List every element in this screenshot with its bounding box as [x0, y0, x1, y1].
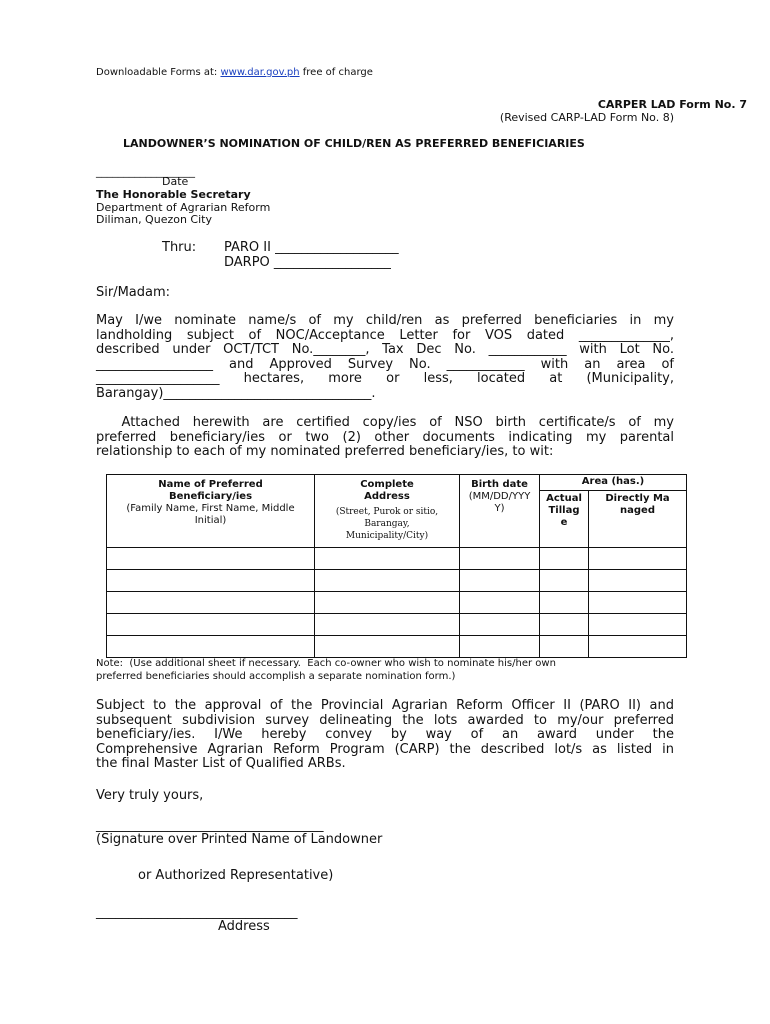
table-cell[interactable]: [540, 592, 589, 614]
paragraph-line: landholding subject of NOC/Acceptance Letter for VOS dated ______________,: [96, 327, 674, 343]
table-cell[interactable]: [315, 570, 460, 592]
revised-form-number: (Revised CARP-LAD Form No. 8): [499, 111, 674, 124]
table-cell[interactable]: [315, 548, 460, 570]
actual-tillage-header: Actual Tillage: [540, 491, 589, 548]
table-cell[interactable]: [107, 592, 315, 614]
addressee-name: The Honorable Secretary: [96, 188, 251, 201]
table-note-line-2: preferred beneficiaries should accomplish a separate nomination form.): [96, 671, 456, 682]
table-cell[interactable]: [589, 592, 687, 614]
signature-label-continued: or Authorized Representative): [138, 868, 334, 883]
page-title: LANDOWNER’S NOMINATION OF CHILD/REN AS PREFERRED BENEFICIARIES: [123, 137, 585, 150]
table-cell[interactable]: [107, 570, 315, 592]
paragraph-line: ___________________ hectares, more or less, located at (Municipality,: [96, 371, 674, 387]
address-column-subtitle: (Street, Purok or sitio, Barangay, Municipality/City): [335, 507, 439, 541]
table-cell[interactable]: [589, 636, 687, 658]
date-label: Date: [162, 175, 189, 188]
dar-website-link[interactable]: www.dar.gov.ph: [220, 67, 300, 78]
table-cell[interactable]: [460, 570, 540, 592]
birthdate-column-subtitle: (MM/DD/YYYY): [468, 491, 531, 514]
darpo-line: DARPO __________________: [224, 255, 391, 270]
table-row: [107, 592, 687, 614]
attachments-paragraph: [96, 416, 674, 460]
paragraph-line: Subject to the approval of the Provincial Agrarian Reform Officer II (PARO II) and: [96, 698, 674, 713]
salutation: Sir/Madam:: [96, 285, 171, 300]
name-column-header: [107, 475, 315, 548]
table-cell[interactable]: [107, 614, 315, 636]
table-cell[interactable]: [540, 636, 589, 658]
paragraph-line: the final Master List of Qualified ARBs.: [96, 756, 346, 772]
table-cell[interactable]: [460, 548, 540, 570]
table-row: [107, 636, 687, 658]
thru-label: Thru:: [162, 240, 197, 255]
table-cell[interactable]: [107, 548, 315, 570]
date-line: __________________: [96, 165, 195, 178]
paragraph-line: Attached herewith are certified copy/ies of NSO birth certificate/s of my: [96, 415, 674, 430]
download-prefix: Downloadable Forms at:: [96, 67, 221, 78]
paragraph-line: Barangay)________________________________.: [96, 385, 376, 401]
table-cell[interactable]: [589, 614, 687, 636]
table-cell[interactable]: [540, 614, 589, 636]
table-row: [107, 548, 687, 570]
approval-paragraph: [96, 699, 674, 772]
address-column-title: Complete Address: [360, 479, 414, 502]
table-cell[interactable]: [589, 570, 687, 592]
paragraph-line: relationship to each of my nominated preferred beneficiary/ies, to wit:: [96, 444, 554, 460]
table-cell[interactable]: [589, 548, 687, 570]
paragraph-line: beneficiary/ies. I/We hereby convey by way of an award under the: [96, 727, 674, 743]
table-cell[interactable]: [460, 592, 540, 614]
table-cell[interactable]: [107, 636, 315, 658]
table-cell[interactable]: [540, 548, 589, 570]
directly-managed-header: Directly Managed: [589, 491, 687, 548]
paragraph-line: subsequent subdivision survey delineating the lots awarded to my/our preferred: [96, 712, 674, 728]
form-number: CARPER LAD Form No. 7: [597, 98, 747, 111]
name-column-title: Name of Preferred Beneficiary/ies: [158, 479, 263, 502]
table-row: [107, 570, 687, 592]
paragraph-line: May I/we nominate name/s of my child/ren as preferred beneficiaries in my: [96, 313, 674, 328]
signature-label: (Signature over Printed Name of Landowner: [96, 832, 383, 847]
addressee-department: Department of Agrarian Reform: [96, 201, 271, 214]
paro-line: PARO II ___________________: [224, 240, 399, 255]
download-suffix: free of charge: [299, 67, 373, 78]
nomination-paragraph: [96, 314, 674, 402]
table-cell[interactable]: [460, 614, 540, 636]
paragraph-line: described under OCT/TCT No.________, Tax Dec No. ____________ with Lot No.: [96, 342, 674, 358]
paragraph-line: __________________ and Approved Survey No. ____________ with an area of: [96, 356, 674, 372]
table-cell[interactable]: [315, 592, 460, 614]
beneficiaries-table: [106, 474, 687, 658]
address-label: Address: [218, 919, 270, 934]
table-cell[interactable]: [540, 570, 589, 592]
table-cell[interactable]: [315, 614, 460, 636]
address-line: _______________________________: [96, 905, 298, 920]
paragraph-line: preferred beneficiary/ies or two (2) other documents indicating my parental: [96, 429, 674, 445]
address-column-header: [315, 475, 460, 548]
birthdate-column-title: Birth date: [471, 479, 528, 490]
paragraph-line: Comprehensive Agrarian Reform Program (CARP) the described lot/s as listed in: [96, 741, 674, 757]
name-column-subtitle: (Family Name, First Name, Middle Initial): [126, 503, 295, 526]
area-column-header: Area (has.): [540, 475, 687, 491]
signature-line: ___________________________________: [96, 818, 324, 833]
table-cell[interactable]: [460, 636, 540, 658]
download-note: [96, 67, 373, 78]
closing: Very truly yours,: [96, 788, 204, 803]
table-row: [107, 614, 687, 636]
table-note-line-1: Note: (Use additional sheet if necessary. Each co-owner who wish to nominate his/her own: [96, 658, 556, 669]
table-cell[interactable]: [315, 636, 460, 658]
birthdate-column-header: [460, 475, 540, 548]
addressee-location: Diliman, Quezon City: [96, 213, 212, 226]
